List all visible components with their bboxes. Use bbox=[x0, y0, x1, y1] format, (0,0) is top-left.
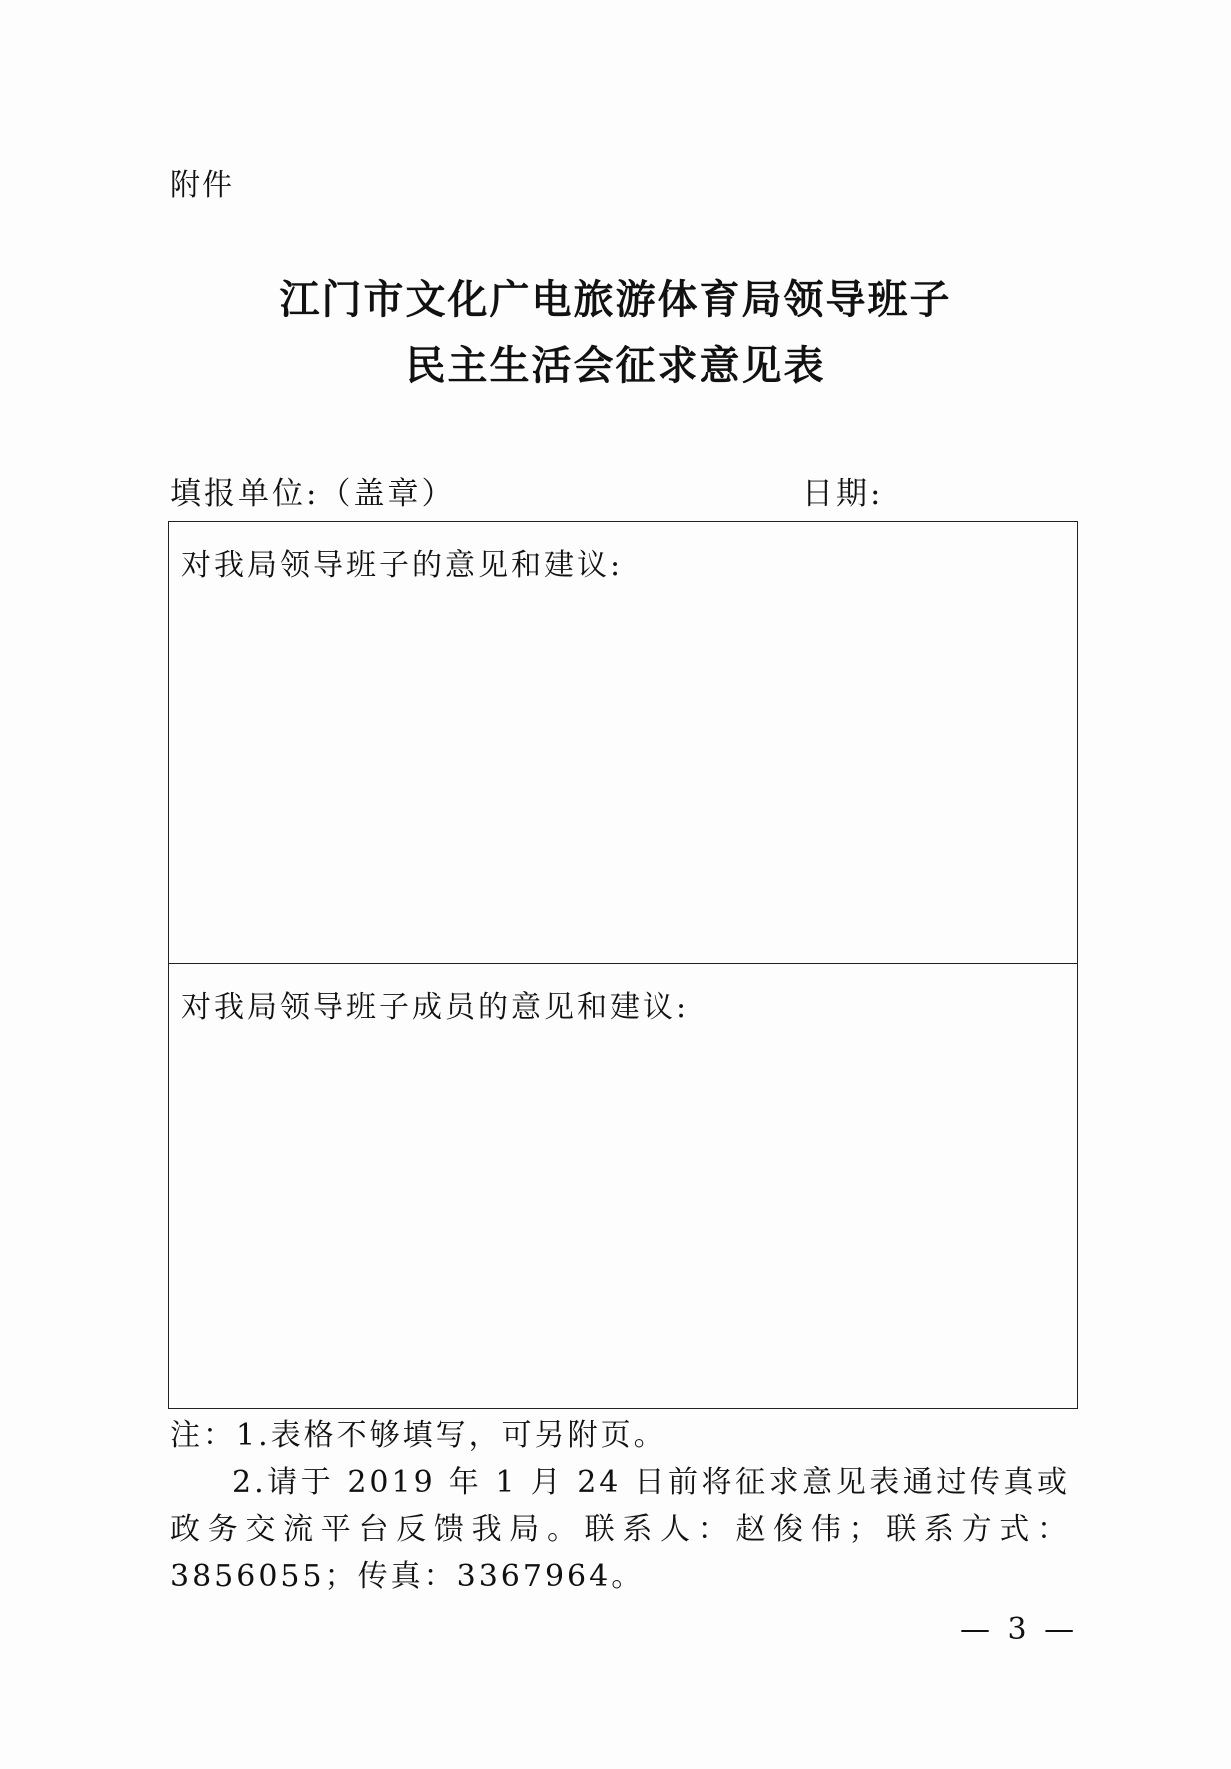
section-label-leadership: 对我局领导班子的意见和建议: bbox=[181, 548, 624, 583]
feedback-section-members[interactable] bbox=[169, 964, 1077, 1408]
note-line-2: 2.请于 2019 年 1 月 24 日前将征求意见表通过传真或政务交流平台反馈我局。联系人：赵俊伟；联系方式：3856055；传真：3367964。 bbox=[170, 1465, 1070, 1594]
date-label: 日期: bbox=[802, 476, 884, 512]
feedback-form-table bbox=[168, 521, 1078, 1409]
note-line-1: 注：1.表格不够填写，可另附页。 bbox=[170, 1418, 667, 1453]
document-title-line1: 江门市文化广电旅游体育局领导班子 bbox=[279, 277, 952, 323]
document-title-line2: 民主生活会征求意见表 bbox=[405, 343, 826, 389]
reporting-unit-label: 填报单位:（盖章） bbox=[170, 476, 456, 512]
notes-block bbox=[170, 1412, 1070, 1600]
meta-row bbox=[170, 468, 1070, 512]
section-label-members: 对我局领导班子成员的意见和建议: bbox=[181, 990, 690, 1025]
page-number: — 3 — bbox=[960, 1612, 1079, 1647]
feedback-section-leadership[interactable] bbox=[169, 522, 1077, 964]
attachment-label: 附件 bbox=[170, 168, 234, 203]
